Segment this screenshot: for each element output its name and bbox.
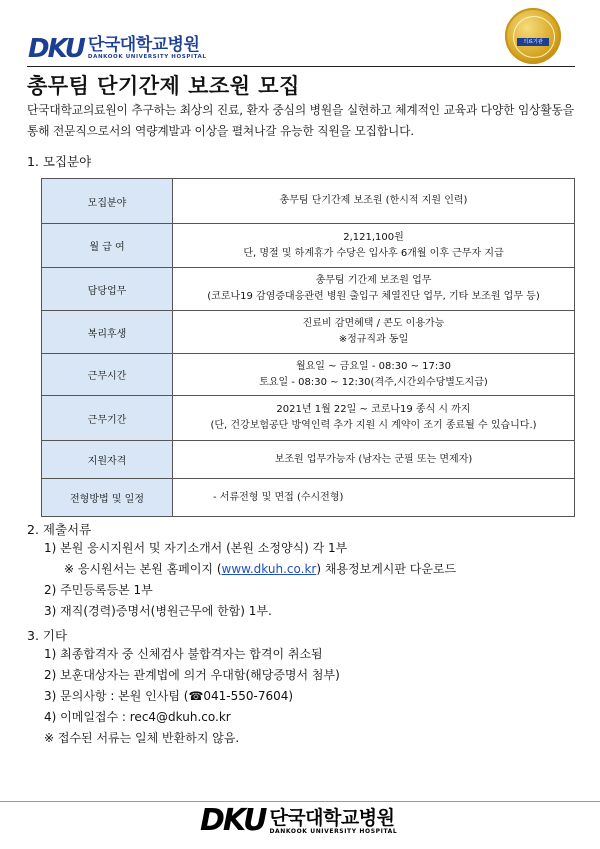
table-row	[42, 479, 575, 517]
homepage-link[interactable]: www.dkuh.co.kr	[221, 562, 317, 576]
intro-paragraph: 단국대학교의료원이 추구하는 최상의 진료, 환자 중심의 병원을 실현하고 체계적인 교육과 다양한 임상활동을 통해 전문직으로서의 역량계발과 이상을 펼쳐나갈 유능한 직원을 모집합니다.	[27, 103, 574, 138]
list-item: 2) 보훈대상자는 관계법에 의거 우대함(해당증명서 첨부)	[44, 668, 340, 682]
list-item: 1) 최종합격자 중 신체검사 불합격자는 합격이 취소됨	[44, 647, 323, 661]
list-item: 1) 본원 응시지원서 및 자기소개서 (본원 소정양식) 각 1부	[44, 541, 348, 555]
footer-logo	[200, 803, 398, 838]
row-value: 2,121,100원 단, 명절 및 하계휴가 수당은 입사후 6개월 이후 근무자 지급	[173, 224, 575, 268]
logo-english: DANKOOK UNIVERSITY HOSPITAL	[87, 54, 207, 60]
row-value: - 서류전형 및 면접 (수시전형)	[173, 479, 575, 517]
documents-list	[44, 538, 456, 622]
row-value: 2021년 1월 22일 ~ 코로나19 종식 시 까지 (단, 건강보험공단 방역인력 추가 지원 시 계약이 조기 종료될 수 있습니다.)	[173, 396, 575, 441]
row-label: 복리후생	[42, 311, 173, 354]
list-item: 3) 재직(경력)증명서(병원근무에 한함) 1부.	[44, 604, 272, 618]
other-list	[44, 644, 340, 749]
row-value: 진료비 감면혜택 / 콘도 이용가능 ※정규직과 동일	[173, 311, 575, 354]
logo-korean: 단국대학교병원	[269, 806, 395, 829]
list-item: 2) 주민등록등본 1부	[44, 583, 153, 597]
row-value: 총무팀 기간제 보조원 업무 (코로나19 감염증대응관련 병원 출입구 체열진단 업무, 기타 보조원 업무 등)	[173, 268, 575, 311]
page-title: 총무팀 단기간제 보조원 모집	[27, 74, 300, 98]
table-row	[42, 396, 575, 441]
table-row	[42, 311, 575, 354]
row-value: 월요일 ~ 금요일 - 08:30 ~ 17:30 토요일 - 08:30 ~ 12:30(격주,시간외수당별도지급)	[173, 354, 575, 396]
list-item: ※ 응시원서는 본원 홈페이지 (www.dkuh.co.kr) 채용정보게시판 다운로드	[64, 562, 457, 576]
list-item: ※ 접수된 서류는 일체 반환하지 않음.	[44, 731, 240, 745]
recruitment-table	[41, 178, 575, 517]
row-value: 총무팀 단기간제 보조원 (한시적 지원 인력)	[173, 179, 575, 224]
row-value: 보조원 업무가능자 (남자는 군필 또는 면제자)	[173, 441, 575, 479]
row-label: 월 급 여	[42, 224, 173, 268]
row-label: 근무시간	[42, 354, 173, 396]
list-item: 4) 이메일접수 : rec4@dkuh.co.kr	[44, 710, 231, 724]
row-label: 지원자격	[42, 441, 173, 479]
row-label: 전형방법 및 일정	[42, 479, 173, 517]
footer-divider	[0, 801, 600, 802]
row-label: 담당업무	[42, 268, 173, 311]
table-row	[42, 354, 575, 396]
section-title-documents: 2. 제출서류	[27, 522, 92, 537]
logo-korean: 단국대학교병원	[87, 35, 200, 55]
list-item: 3) 문의사항 : 본원 인사팀 (☎041-550-7604)	[44, 689, 294, 703]
section-title-recruitment: 1. 모집분야	[27, 154, 92, 169]
row-label: 모집분야	[42, 179, 173, 224]
logo-english: DANKOOK UNIVERSITY HOSPITAL	[269, 827, 398, 835]
table-row	[42, 224, 575, 268]
logo-mark: DKU	[28, 33, 84, 64]
row-label: 근무기간	[42, 396, 173, 441]
section-title-other: 3. 기타	[27, 628, 68, 643]
header-divider	[27, 66, 575, 67]
hospital-logo	[28, 33, 207, 64]
emblem-text: 의료기관	[517, 38, 549, 46]
table-row	[42, 441, 575, 479]
table-row	[42, 179, 575, 224]
logo-mark: DKU	[200, 803, 266, 838]
certification-emblem-icon	[505, 8, 561, 64]
table-row	[42, 268, 575, 311]
